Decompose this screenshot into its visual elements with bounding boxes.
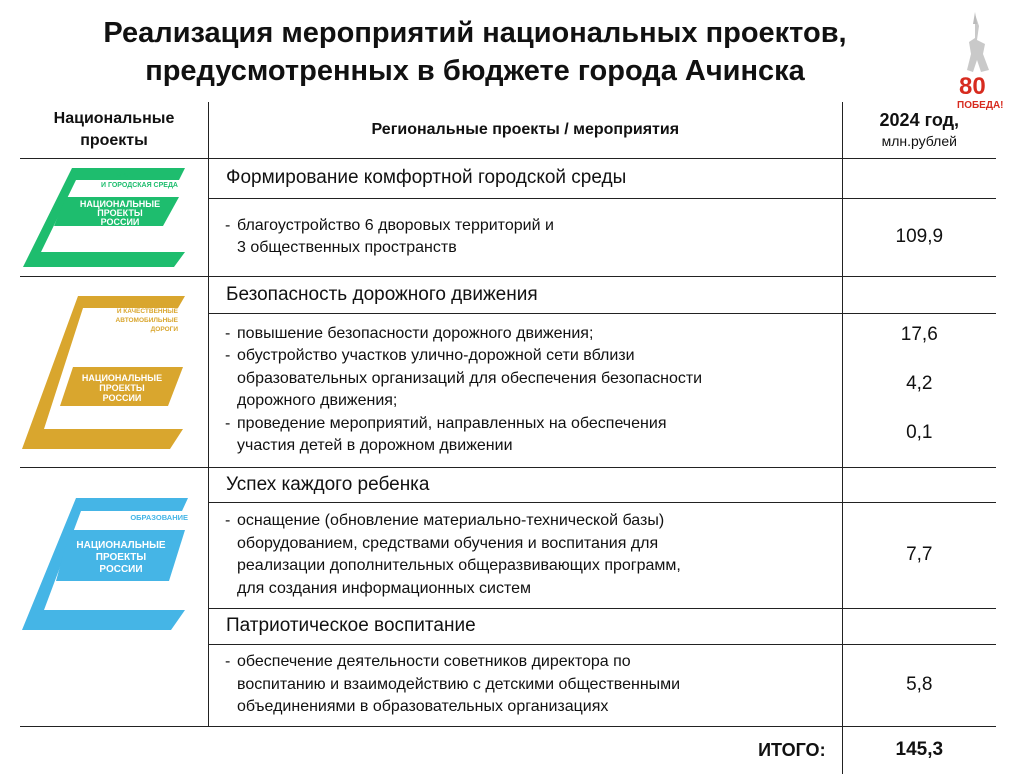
- section-value-empty: [842, 276, 996, 313]
- list-item: - обустройство участков улично-дорожной сети вблизи образовательных организаций для обеспечения безопасности дорожного движения;: [225, 345, 836, 413]
- value-cell: 17,6: [900, 323, 938, 345]
- svg-text:РОССИИ: РОССИИ: [100, 216, 140, 227]
- list-item: - обеспечение деятельности советников директора по воспитанию и взаимодействию с детскими общественными объединениями в образовательных организациях: [225, 651, 836, 719]
- list-item: - повышение безопасности дорожного движения;: [225, 323, 836, 346]
- svg-text:80: 80: [959, 73, 986, 100]
- svg-text:И КАЧЕСТВЕННЫЕ: И КАЧЕСТВЕННЫЕ: [116, 308, 178, 315]
- svg-text:НАЦИОНАЛЬНЫЕ: НАЦИОНАЛЬНЫЕ: [76, 539, 166, 551]
- value-cell: 7,7: [842, 502, 996, 608]
- header-year-label: 2024 год,: [879, 109, 960, 130]
- section-items-road-safety: [209, 313, 843, 467]
- total-value: 145,3: [842, 726, 996, 774]
- svg-text:ПРОЕКТЫ: ПРОЕКТЫ: [99, 383, 145, 393]
- section-title-road-safety: Безопасность дорожного движения: [209, 276, 843, 313]
- header-national-projects: Национальные проекты: [20, 102, 209, 158]
- total-row: [20, 726, 996, 774]
- value-cell-multi: [842, 313, 996, 467]
- total-label: ИТОГО:: [20, 726, 842, 774]
- section-title-child-success: Успех каждого ребенка: [209, 467, 843, 502]
- header-year: [842, 102, 996, 158]
- value-cell: 5,8: [842, 644, 996, 726]
- section-value-empty: [842, 158, 996, 198]
- section-value-empty: [842, 608, 996, 644]
- section-items-child-success: [209, 502, 843, 608]
- table-header-row: [20, 102, 996, 158]
- dash-bullet: -: [225, 324, 231, 342]
- section-items-patriotic-education: [209, 644, 843, 726]
- section-title-urban-environment: Формирование комфортной городской среды: [209, 158, 843, 198]
- title-line-2: предусмотренных в бюджете города Ачинска: [145, 55, 805, 87]
- section-value-empty: [842, 467, 996, 502]
- value-cell: 109,9: [842, 198, 996, 276]
- svg-text:РОССИИ: РОССИИ: [102, 393, 142, 403]
- value-cell: 0,1: [906, 421, 933, 443]
- header-unit-label: млн.рублей: [881, 132, 957, 149]
- safe-roads-logo: [20, 284, 208, 454]
- svg-text:ПОБЕДА!: ПОБЕДА!: [957, 100, 1004, 111]
- logo-cell-education: [20, 467, 209, 726]
- value-cell: 4,2: [906, 372, 933, 394]
- svg-text:НАЦИОНАЛЬНЫЕ: НАЦИОНАЛЬНЫЕ: [81, 373, 163, 383]
- svg-text:НАЦИОНАЛЬНЫЕ: НАЦИОНАЛЬНЫЕ: [79, 198, 161, 209]
- dash-bullet: -: [225, 347, 231, 364]
- svg-text:ЖИЛЬЕ: ЖИЛЬЕ: [115, 171, 140, 179]
- housing-urban-logo: [20, 159, 208, 271]
- list-item: - проведение мероприятий, направленных на обеспечения участия детей в дорожном движении: [225, 413, 836, 458]
- logo-cell-housing: [20, 158, 209, 276]
- svg-text:ПРОЕКТЫ: ПРОЕКТЫ: [97, 207, 143, 218]
- svg-text:БЕЗОПАСНЫЕ: БЕЗОПАСНЫЕ: [130, 299, 178, 306]
- section-row: [20, 467, 996, 502]
- svg-text:ПРОЕКТЫ: ПРОЕКТЫ: [95, 551, 147, 563]
- list-item: - благоустройство 6 дворовых территорий и 3 общественных пространств: [225, 215, 836, 260]
- dash-bullet: -: [225, 414, 231, 432]
- dash-bullet: -: [225, 512, 231, 529]
- page-title: [0, 14, 950, 90]
- svg-text:АВТОМОБИЛЬНЫЕ: АВТОМОБИЛЬНЫЕ: [115, 317, 178, 324]
- title-line-1: Реализация мероприятий национальных проектов,: [103, 17, 847, 49]
- dash-bullet: -: [225, 653, 231, 671]
- education-logo: [20, 468, 208, 636]
- section-items-urban-environment: [209, 198, 843, 276]
- list-item: - оснащение (обновление материально-технической базы) оборудованием, средствами обучения и воспитания для реализации дополнительных общеразвивающих программ, для создания информационных систем: [225, 510, 836, 600]
- section-row: [20, 276, 996, 313]
- svg-text:И ГОРОДСКАЯ СРЕДА: И ГОРОДСКАЯ СРЕДА: [100, 181, 178, 189]
- svg-text:РОССИИ: РОССИИ: [99, 563, 143, 575]
- logo-cell-roads: [20, 276, 209, 467]
- header-regional-projects: Региональные проекты / мероприятия: [209, 102, 843, 158]
- svg-text:ОБРАЗОВАНИЕ: ОБРАЗОВАНИЕ: [130, 512, 188, 522]
- section-title-patriotic-education: Патриотическое воспитание: [209, 608, 843, 644]
- victory-80-emblem: [955, 10, 1013, 112]
- section-row: [20, 158, 996, 198]
- svg-text:ДОРОГИ: ДОРОГИ: [150, 326, 178, 333]
- dash-bullet: -: [225, 216, 231, 234]
- projects-table: [20, 102, 996, 774]
